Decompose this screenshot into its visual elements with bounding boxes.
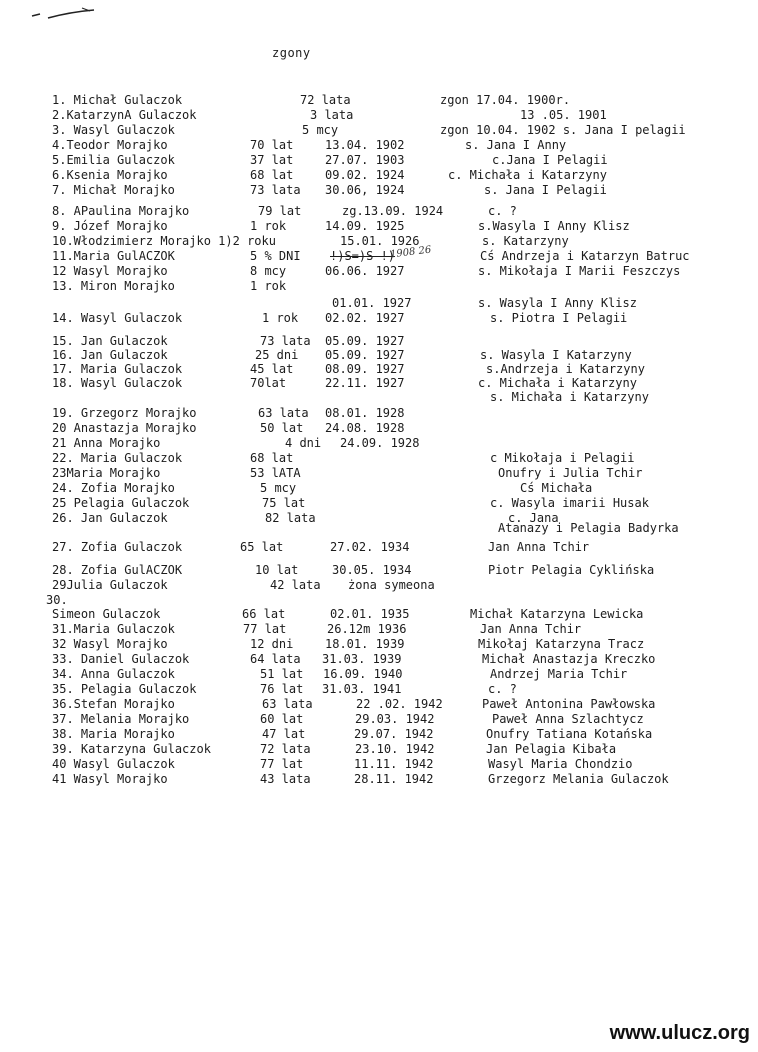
record-age: 77 lat [260,757,304,771]
record-age: 10 lat [255,563,299,577]
record-parents: s. Piotra I Pelagii [490,311,628,325]
record-row [0,123,758,138]
record-age: 70lat [250,376,287,390]
record-age: 60 lat [260,712,304,726]
record-date: 28.11. 1942 [354,772,434,786]
record-name: 14. Wasyl Gulaczok [52,311,183,325]
record-age: 72 lata [300,93,351,107]
record-date: 29.03. 1942 [355,712,435,726]
record-row [0,563,758,578]
record-name: 1. Michał Gulaczok [52,93,183,107]
record-row [0,742,758,757]
record-row [0,334,758,349]
record-parents: c Mikołaja i Pelagii [490,451,635,465]
record-name: 11.Maria GulACZOK [52,249,175,263]
record-age: 1 rok [262,311,299,325]
record-name: 33. Daniel Gulaczok [52,652,190,666]
record-name: 37. Melania Morajko [52,712,190,726]
record-age: 75 lat [262,496,306,510]
record-parents: s. Jana I Pelagii [484,183,607,197]
record-age: 4 dni [285,436,322,450]
record-age: 65 lat [240,540,284,554]
record-age: 68 lat [250,451,294,465]
record-name: 12 Wasyl Morajko [52,264,168,278]
record-name: 41 Wasyl Morajko [52,772,168,786]
record-row [0,496,758,511]
record-name: 35. Pelagia Gulaczok [52,682,197,696]
record-date: 30.06, 1924 [325,183,405,197]
record-name: 25 Pelagia Gulaczok [52,496,190,510]
record-age: 72 lata [260,742,311,756]
record-parents: s. Wasyla I Anny Klisz [478,296,637,310]
record-row [0,652,758,667]
record-name: 10.Włodzimierz Morajko 1)2 roku [52,234,276,248]
record-name: 22. Maria Gulaczok [52,451,183,465]
record-parents: c. ? [488,204,517,218]
record-row [0,249,758,264]
record-row [0,772,758,787]
record-date: 23.10. 1942 [355,742,435,756]
record-parents: Piotr Pelagia Cyklińska [488,563,655,577]
record-age: 82 lata [265,511,316,525]
record-parents: Cś Andrzeja i Katarzyn Batruc [480,249,690,263]
record-date: 16.09. 1940 [323,667,403,681]
record-parents: Onufry Tatiana Kotańska [486,727,653,741]
record-row [0,183,758,198]
record-row [0,234,758,249]
record-date: 02.02. 1927 [325,311,405,325]
record-row [0,296,758,311]
record-name: 31.Maria Gulaczok [52,622,175,636]
record-parents: Jan Pelagia Kibała [486,742,617,756]
record-row [0,697,758,712]
record-row [0,466,758,481]
record-age: 63 lata [262,697,313,711]
record-row [0,93,758,108]
record-age: 70 lat [250,138,294,152]
record-date: 31.03. 1941 [322,682,402,696]
record-parents: c. Michała i Katarzyny [448,168,607,182]
record-row [0,362,758,377]
record-age: 79 lat [258,204,302,218]
record-row [0,108,758,123]
record-date: 08.09. 1927 [325,362,405,376]
record-parents: zgon 10.04. 1902 s. Jana I pelagii [440,123,686,137]
record-parents: Cś Michała [520,481,593,495]
record-row [0,376,758,391]
record-name: 17. Maria Gulaczok [52,362,183,376]
record-age: 43 lata [260,772,311,786]
record-age: 63 lata [258,406,309,420]
record-row [0,406,758,421]
record-date: 30.05. 1934 [332,563,412,577]
record-age: 50 lat [260,421,304,435]
record-date: zgon 17.04. 1900r. [440,93,571,107]
record-row [0,637,758,652]
record-row [0,436,758,451]
record-name: 27. Zofia Gulaczok [52,540,183,554]
record-parents: s. Mikołaja I Marii Feszczys [478,264,681,278]
record-name: 16. Jan Gulaczok [52,348,168,362]
watermark-url: www.ulucz.org [609,1022,750,1044]
record-parents: Grzegorz Melania Gulaczok [488,772,669,786]
record-parents: Jan Anna Tchir [480,622,582,636]
record-row [0,264,758,279]
record-name: 4.Teodor Morajko [52,138,168,152]
record-row [0,540,758,555]
record-parents: Wasyl Maria Chondzio [488,757,633,771]
record-date: zg.13.09. 1924 [342,204,444,218]
record-date: 06.06. 1927 [325,264,405,278]
record-row [0,727,758,742]
record-age: 5 % DNI [250,249,301,263]
record-parents: Michał Anastazja Kreczko [482,652,656,666]
record-age: 73 lata [250,183,301,197]
record-row [0,712,758,727]
record-date: 18.01. 1939 [325,637,405,651]
record-parents: s. Michała i Katarzyny [490,390,649,404]
record-name: 24. Zofia Morajko [52,481,175,495]
record-name: 7. Michał Morajko [52,183,175,197]
record-age: 1 rok [250,219,287,233]
record-parents: 13 .05. 1901 [520,108,607,122]
record-date: 26.12m 1936 [327,622,407,636]
record-row [0,667,758,682]
record-date: 24.09. 1928 [340,436,420,450]
record-date: 31.03. 1939 [322,652,402,666]
pen-scribble-mark [30,4,100,22]
record-age: 53 lATA [250,466,301,480]
record-date: 11.11. 1942 [354,757,434,771]
record-date: 22.11. 1927 [325,376,405,390]
record-row [0,153,758,168]
record-name: 30. [46,593,68,607]
record-date: żona symeona [348,578,435,592]
record-age: 1 rok [250,279,287,293]
record-age: 47 lat [262,727,306,741]
record-name: 23Maria Morajko [52,466,161,480]
record-row [0,204,758,219]
record-row [0,578,758,593]
record-name: 36.Stefan Morajko [52,697,175,711]
record-date: 13.04. 1902 [325,138,405,152]
record-row [0,219,758,234]
record-date: 15.01. 1926 [340,234,420,248]
record-parents: s.Andrzeja i Katarzyny [486,362,645,376]
record-name: 38. Maria Morajko [52,727,175,741]
record-name: 19. Grzegorz Morajko [52,406,197,420]
document-title: zgony [272,46,311,60]
record-row [0,481,758,496]
record-date: 22 .02. 1942 [356,697,443,711]
record-date: !)S=)S !) [330,249,396,263]
record-parents: s. Wasyla I Katarzyny [480,348,632,362]
record-name: 2.KatarzynA Gulaczok [52,108,197,122]
record-parents: c. Michała i Katarzyny [478,376,637,390]
record-parents: Onufry i Julia Tchir [498,466,643,480]
record-name: 3. Wasyl Gulaczok [52,123,175,137]
record-age: 73 lata [260,334,311,348]
record-age: 51 lat [260,667,304,681]
record-age: 12 dni [250,637,294,651]
record-row [0,279,758,294]
record-name: 18. Wasyl Gulaczok [52,376,183,390]
record-age: 37 lat [250,153,294,167]
record-row [0,607,758,622]
record-name: 6.Ksenia Morajko [52,168,168,182]
record-row [0,622,758,637]
record-name: 39. Katarzyna Gulaczok [52,742,211,756]
record-age: 42 lata [270,578,321,592]
record-name: 21 Anna Morajko [52,436,161,450]
record-name: 9. Józef Morajko [52,219,168,233]
record-date: 02.01. 1935 [330,607,410,621]
record-name: 26. Jan Gulaczok [52,511,168,525]
record-date: 29.07. 1942 [354,727,434,741]
record-name: 8. APaulina Morajko [52,204,190,218]
record-parents: c. Wasyla imarii Husak [490,496,649,510]
record-parents: c. ? [488,682,517,696]
record-name: 32 Wasyl Morajko [52,637,168,651]
record-parents: c. Jana [508,511,559,525]
record-parents: Michał Katarzyna Lewicka [470,607,644,621]
record-parents: s.Wasyla I Anny Klisz [478,219,630,233]
record-parents: s. Jana I Anny [465,138,567,152]
record-row [0,348,758,363]
record-parents: s. Katarzyny [482,234,569,248]
record-row [0,757,758,772]
record-name: 13. Miron Morajko [52,279,175,293]
record-row [0,451,758,466]
record-row [0,168,758,183]
record-date: 27.07. 1903 [325,153,405,167]
record-row [0,390,758,405]
record-name: 34. Anna Gulaczok [52,667,175,681]
record-parents: Paweł Antonina Pawłowska [482,697,656,711]
record-parents: Andrzej Maria Tchir [490,667,628,681]
record-date: 24.08. 1928 [325,421,405,435]
record-row [0,682,758,697]
record-parents: Atanazy i Pelagia Badyrka [498,521,679,535]
record-age: 25 dni [255,348,299,362]
record-age: 5 mcy [260,481,297,495]
record-parents: Mikołaj Katarzyna Tracz [478,637,645,651]
record-date: 27.02. 1934 [330,540,410,554]
record-row [0,138,758,153]
record-age: 3 lata [310,108,354,122]
record-date: 09.02. 1924 [325,168,405,182]
record-name: 28. Zofia GulACZOK [52,563,183,577]
record-name: Simeon Gulaczok [52,607,161,621]
record-row [0,593,758,608]
record-age: 77 lat [243,622,287,636]
handwritten-note: 1908 26 [389,244,432,261]
record-name: 20 Anastazja Morajko [52,421,197,435]
record-age: 76 lat [260,682,304,696]
record-date: 08.01. 1928 [325,406,405,420]
record-date: 05.09. 1927 [325,334,405,348]
record-age: 8 mcy [250,264,287,278]
record-name: 15. Jan Gulaczok [52,334,168,348]
record-age: 5 mcy [302,123,339,137]
record-age: 66 lat [242,607,286,621]
record-name: 40 Wasyl Gulaczok [52,757,175,771]
record-date: 01.01. 1927 [332,296,412,310]
record-date: 05.09. 1927 [325,348,405,362]
record-age: 45 lat [250,362,294,376]
record-age: 64 lata [250,652,301,666]
record-row [0,311,758,326]
record-name: 5.Emilia Gulaczok [52,153,175,167]
record-row [0,421,758,436]
record-row [0,521,758,536]
record-parents: Jan Anna Tchir [488,540,590,554]
record-parents: Paweł Anna Szlachtycz [492,712,644,726]
record-parents: c.Jana I Pelagii [492,153,608,167]
record-age: 68 lat [250,168,294,182]
record-date: 14.09. 1925 [325,219,405,233]
record-name: 29Julia Gulaczok [52,578,168,592]
